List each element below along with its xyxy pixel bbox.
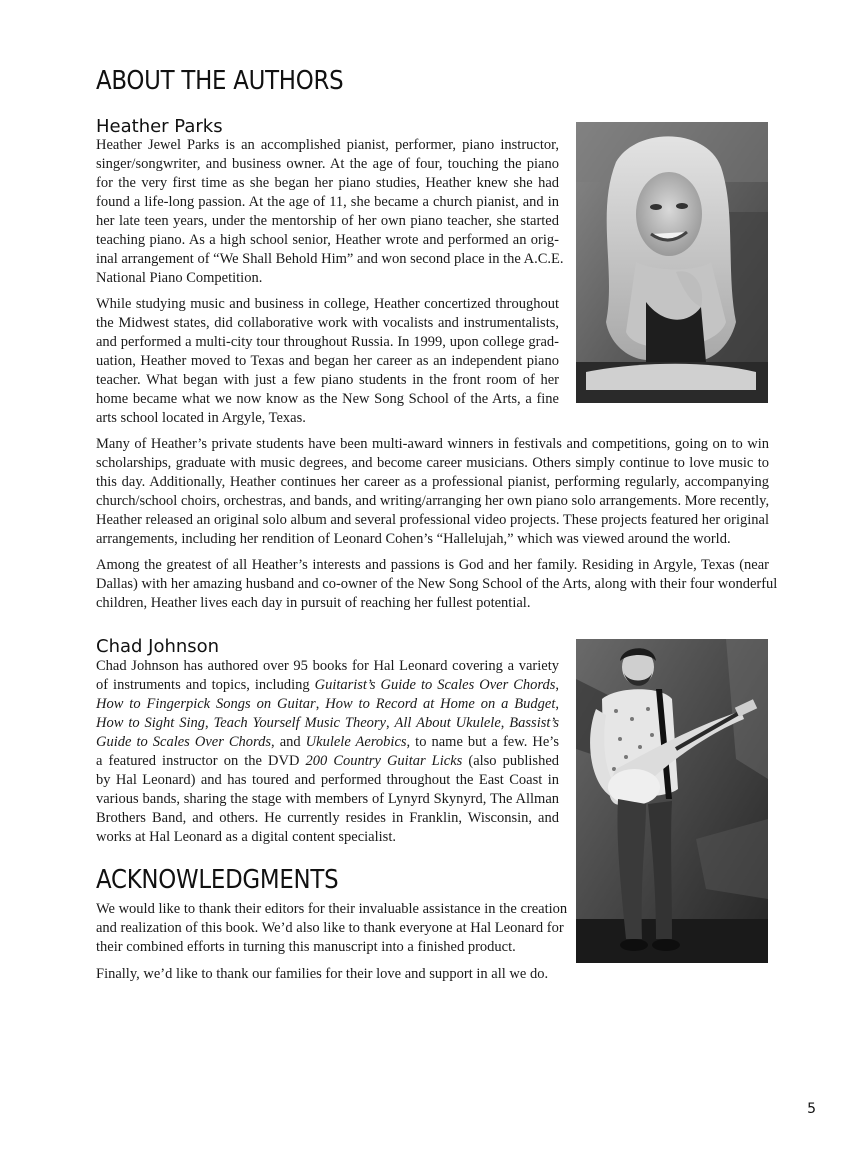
- text-run: a featured instructor on the DVD: [96, 753, 306, 769]
- text-line: [96, 752, 559, 771]
- text-line: and realization of this book. We’d also like to thank everyone at Hal Leonard for: [96, 920, 564, 936]
- book-title: Guide to Scales Over Chords: [96, 734, 272, 750]
- book-title: How to Record at Home on a Budget: [325, 696, 556, 712]
- text-line: for the very first time as she began her piano studies, Heather knew she had: [96, 175, 559, 191]
- text-line: Among the greatest of all Heather’s interests and passions is God and her family. Residing in Argyle, Texas (near: [96, 557, 769, 573]
- text-run: ,: [385, 715, 395, 731]
- text-line: [96, 714, 559, 733]
- text-line: this day. Additionally, Heather continues her career as a professional pianist, performing regularly, accompanying: [96, 474, 769, 490]
- text-line: Chad Johnson has authored over 95 books for Hal Leonard covering a variety: [96, 658, 559, 674]
- book-title: Teach Yourself Music Theory: [213, 715, 386, 731]
- text-line: church/school choirs, orchestras, and bands, and writing/arranging her own piano solo arrangements. More recently,: [96, 493, 770, 509]
- text-line: singer/songwriter, and business owner. At the age of four, touching the piano: [96, 156, 559, 172]
- text-line: Many of Heather’s private students have been multi-award winners in festivals and competitions, going on to win: [96, 436, 769, 452]
- text-line: inal arrangement of “We Shall Behold Him” and won second place in the A.C.E.: [96, 251, 564, 267]
- text-line: Heather released an original solo album and several professional video projects. These projects featured her original: [96, 512, 769, 528]
- chad-bio-paragraph: [96, 657, 559, 847]
- text-line: Dallas) with her amazing husband and co-owner of the New Song School of the Arts, along with their four wonderful: [96, 576, 778, 592]
- text-run: , to name but a few. He’s: [406, 734, 559, 750]
- text-line: While studying music and business in college, Heather concertized throughout: [96, 296, 559, 312]
- heather-parks-photo: [576, 122, 768, 403]
- about-authors-heading: ABOUT THE AUTHORS: [96, 66, 344, 96]
- text-run: ,: [555, 696, 560, 712]
- text-run: ,: [205, 715, 214, 731]
- text-run: (also published: [462, 753, 559, 769]
- book-title: How to Fingerpick Songs on Guitar: [96, 696, 316, 712]
- text-run: , and: [271, 734, 306, 750]
- heather-bio-paragraph-2: [96, 295, 559, 428]
- text-line: Brothers Band, and others. He currently resides in Franklin, Wisconsin, and: [96, 810, 559, 826]
- text-line: works at Hal Leonard as a digital content specialist.: [96, 829, 396, 845]
- text-line: [96, 695, 559, 714]
- text-run: of instruments and topics, including: [96, 677, 315, 693]
- heather-bio-paragraph-4: [96, 556, 778, 613]
- page-number: 5: [807, 1101, 816, 1117]
- text-line: by Hal Leonard) and has toured and performed throughout the East Coast in: [96, 772, 559, 788]
- text-line: teacher. What began with just a few piano students in the front room of her: [96, 372, 559, 388]
- book-title: How to Sight Sing: [96, 715, 206, 731]
- book-title: All About Ukulele: [394, 715, 501, 731]
- text-run: ,: [555, 677, 559, 693]
- text-line: arrangements, including her rendition of Leonard Cohen’s “Hallelujah,” which was viewed around the world.: [96, 531, 731, 547]
- text-line: arts school located in Argyle, Texas.: [96, 410, 306, 426]
- text-line: uation, Heather moved to Texas and began her career as an independent piano: [96, 353, 559, 369]
- text-run: ,: [315, 696, 326, 712]
- text-line: scholarships, graduate with music degrees, and become career musicians. Others simply continue to love music to: [96, 455, 769, 471]
- book-title: Ukulele Aerobics: [305, 734, 407, 750]
- text-line: found a life-long passion. At the age of 11, she became a church pianist, and in: [96, 194, 559, 210]
- text-line: children, Heather lives each day in pursuit of reaching her fullest potential.: [96, 595, 531, 611]
- author-name-heather: Heather Parks: [96, 116, 223, 137]
- book-title: Bassist’s: [509, 715, 559, 731]
- heather-bio-paragraph-1: [96, 136, 564, 288]
- text-run: ,: [500, 715, 510, 731]
- book-title: Guitarist’s Guide to Scales Over Chords: [314, 677, 556, 693]
- chad-johnson-photo: [576, 639, 768, 963]
- text-line: [96, 676, 559, 695]
- text-line: teaching piano. As a high school senior, Heather wrote and performed an orig-: [96, 232, 559, 248]
- acknowledgments-paragraph-1: [96, 900, 568, 957]
- text-line: [96, 733, 559, 752]
- text-line: Finally, we’d like to thank our families for their love and support in all we do.: [96, 966, 549, 982]
- dvd-title: 200 Country Guitar Licks: [305, 753, 463, 769]
- author-name-chad: Chad Johnson: [96, 636, 220, 657]
- text-line: the Midwest states, did collaborative work with vocalists and instrumentalists,: [96, 315, 559, 331]
- heather-bio-paragraph-3: [96, 435, 769, 549]
- text-line: their combined efforts in turning this manuscript into a finished product.: [96, 939, 516, 955]
- text-line: We would like to thank their editors for their invaluable assistance in the creation: [96, 901, 568, 917]
- text-line: various bands, sharing the stage with members of Lynyrd Skynyrd, The Allman: [96, 791, 559, 807]
- acknowledgments-heading: ACKNOWLEDGMENTS: [96, 865, 339, 895]
- text-line: Heather Jewel Parks is an accomplished pianist, performer, piano instructor,: [96, 137, 559, 153]
- text-line: her late teen years, under the mentorship of her own piano teacher, she started: [96, 213, 559, 229]
- text-line: home became what we now know as the New Song School of the Arts, a fine: [96, 391, 559, 407]
- text-line: National Piano Competition.: [96, 270, 263, 286]
- text-line: and performed a multi-city tour throughout Russia. In 1999, upon college grad-: [96, 334, 559, 350]
- acknowledgments-paragraph-2: [96, 965, 559, 984]
